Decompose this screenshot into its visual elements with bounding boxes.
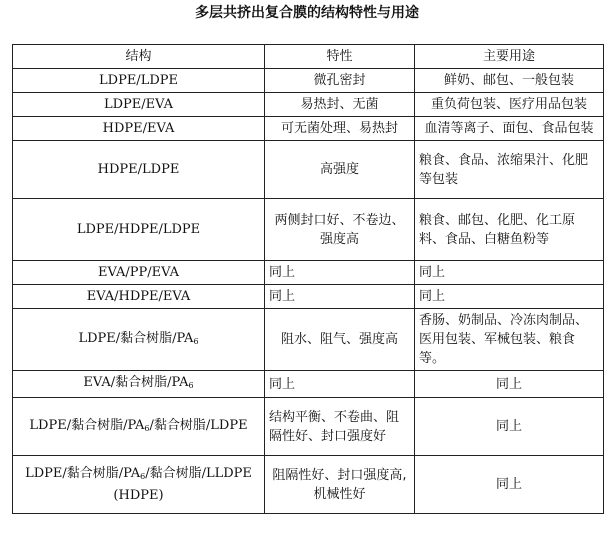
property-cell: 高强度 xyxy=(265,141,415,199)
property-cell: 同上 xyxy=(265,285,415,309)
structure-cell: HDPE/EVA xyxy=(13,117,265,141)
subscript: 6 xyxy=(140,472,146,481)
table-row xyxy=(13,117,604,141)
structure-cell: LDPE/LDPE xyxy=(13,69,265,93)
subscript: 6 xyxy=(188,381,194,390)
table-row xyxy=(13,309,604,371)
table-row xyxy=(13,285,604,309)
use-cell: 同上 xyxy=(415,398,604,456)
structure-text: EVA/黏合树脂/PA xyxy=(83,375,189,390)
structure-cell xyxy=(13,371,265,398)
table-row xyxy=(13,371,604,398)
structure-text: LDPE/黏合树脂/PA xyxy=(29,417,145,433)
use-cell: 同上 xyxy=(415,285,604,309)
structure-cell xyxy=(13,309,265,371)
structure-cell: HDPE/LDPE xyxy=(13,141,265,199)
structure-cell: EVA/HDPE/EVA xyxy=(13,285,265,309)
header-use: 主要用途 xyxy=(415,45,604,69)
header-property: 特性 xyxy=(265,45,415,69)
structure-text: LDPE/黏合树脂/PA xyxy=(25,466,141,481)
table-header-row xyxy=(13,45,604,69)
use-cell: 同上 xyxy=(415,371,604,398)
property-cell: 可无菌处理、易热封 xyxy=(265,117,415,141)
table-row xyxy=(13,261,604,285)
property-cell: 易热封、无菌 xyxy=(265,93,415,117)
property-cell: 微孔密封 xyxy=(265,69,415,93)
use-cell: 香肠、奶制品、冷冻肉制品、医用包装、军械包装、粮食等。 xyxy=(415,309,604,371)
table-row xyxy=(13,398,604,456)
structure-text-cont: /黏合树脂/LLDPE xyxy=(145,466,252,481)
table-row xyxy=(13,141,604,199)
table-row xyxy=(13,93,604,117)
use-cell: 血清等离子、面包、食品包装 xyxy=(415,117,604,141)
table-row xyxy=(13,69,604,93)
property-cell: 阻隔性好、封口强度高,机械性好 xyxy=(265,456,415,514)
film-structure-table xyxy=(12,44,604,514)
use-cell: 同上 xyxy=(415,261,604,285)
use-cell: 鲜奶、邮包、一般包装 xyxy=(415,69,604,93)
property-cell: 同上 xyxy=(265,261,415,285)
header-structure: 结构 xyxy=(13,45,265,69)
use-cell: 重负荷包装、医疗用品包装 xyxy=(415,93,604,117)
use-cell: 粮食、邮包、化肥、化工原料、食品、白糖鱼粉等 xyxy=(415,199,604,261)
structure-cell xyxy=(13,456,265,514)
use-cell: 粮食、食品、浓缩果汁、化肥等包装 xyxy=(415,141,604,199)
use-cell: 同上 xyxy=(415,456,604,514)
structure-text-cont: /黏合树脂/LDPE xyxy=(149,417,248,433)
table-row xyxy=(13,456,604,514)
structure-text: LDPE/黏合树脂/PA xyxy=(78,330,194,346)
structure-text-alt: (HDPE) xyxy=(113,488,164,503)
subscript: 6 xyxy=(193,336,199,346)
property-cell: 结构平衡、不卷曲、阻隔性好、封口强度好 xyxy=(265,398,415,456)
structure-cell: EVA/PP/EVA xyxy=(13,261,265,285)
property-cell: 阻水、阻气、强度高 xyxy=(265,309,415,371)
document-title: 多层共挤出复合膜的结构特性与用途 xyxy=(195,5,419,21)
property-cell: 两侧封口好、不卷边、强度高 xyxy=(265,199,415,261)
structure-cell: LDPE/HDPE/LDPE xyxy=(13,199,265,261)
structure-cell: LDPE/EVA xyxy=(13,93,265,117)
structure-cell xyxy=(13,398,265,456)
property-cell: 同上 xyxy=(265,371,415,398)
subscript: 6 xyxy=(144,423,150,433)
table-row xyxy=(13,199,604,261)
